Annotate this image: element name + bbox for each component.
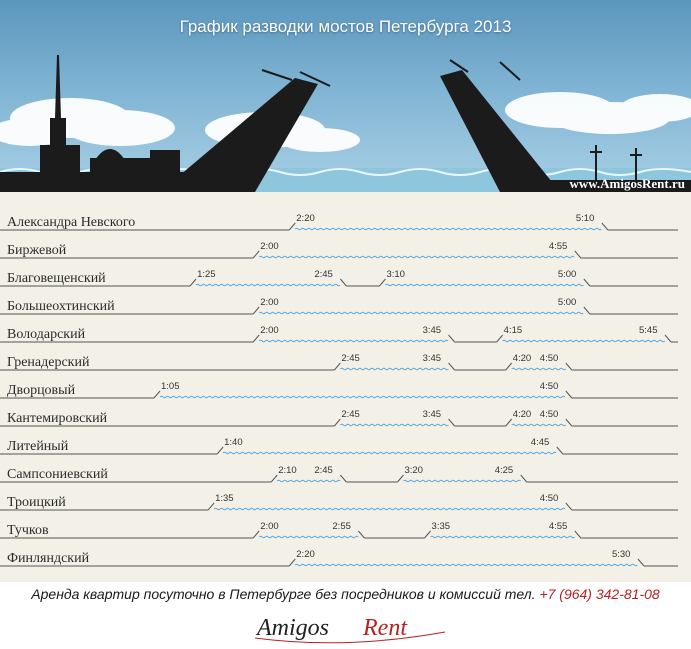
time-label: 4:15: [503, 325, 523, 336]
bridge-open-water: [385, 284, 583, 286]
time-label: 2:45: [314, 465, 333, 476]
time-label: 4:20: [512, 409, 532, 420]
bridge-open-water: [223, 452, 556, 454]
time-label: 5:45: [639, 325, 658, 336]
bridge-open-water: [214, 508, 565, 510]
time-label: 3:20: [404, 465, 423, 476]
time-label: 2:00: [260, 297, 279, 308]
closing-tick: [665, 335, 671, 342]
closing-tick: [449, 335, 455, 342]
bridge-schedule-table: [0, 192, 691, 582]
opening-tick: [397, 475, 403, 482]
closing-tick: [575, 251, 581, 258]
bridge-name: Володарский: [7, 327, 86, 342]
bridge-name: Биржевой: [7, 243, 67, 258]
bridge-name: Александра Невского: [7, 215, 136, 230]
time-label: 3:45: [422, 409, 442, 420]
bridge-open-water: [340, 424, 448, 426]
bridge-open-water: [160, 396, 565, 398]
time-label: 4:50: [539, 381, 559, 392]
bridge-open-water: [259, 536, 358, 538]
time-label: 5:10: [575, 213, 595, 224]
opening-tick: [497, 335, 503, 342]
opening-tick: [253, 531, 259, 538]
bridge-row: [0, 549, 678, 566]
bridge-open-water: [277, 480, 340, 482]
time-label: 1:25: [197, 269, 216, 280]
time-label: 3:45: [422, 353, 442, 364]
closing-tick: [449, 363, 455, 370]
bridge-open-water: [431, 536, 575, 538]
time-label: 1:35: [215, 493, 234, 504]
opening-tick: [253, 335, 259, 342]
time-label: 2:00: [260, 521, 279, 532]
time-label: 4:50: [539, 353, 559, 364]
closing-tick: [449, 419, 455, 426]
bridge-name: Тучков: [7, 523, 49, 538]
bridge-name: Литейный: [7, 439, 69, 454]
time-label: 5:00: [557, 297, 577, 308]
closing-tick: [584, 307, 590, 314]
opening-tick: [289, 559, 295, 566]
closing-tick: [575, 531, 581, 538]
bridge-name: Большеохтинский: [7, 299, 115, 314]
closing-tick: [638, 559, 644, 566]
bridge-open-water: [196, 284, 340, 286]
closing-tick: [566, 503, 572, 510]
time-label: 5:00: [557, 269, 577, 280]
time-label: 4:25: [494, 465, 514, 476]
closing-tick: [566, 391, 572, 398]
bridge-row: [0, 493, 678, 510]
time-label: 2:10: [278, 465, 297, 476]
time-label: 4:55: [548, 241, 568, 252]
closing-tick: [566, 419, 572, 426]
bridge-row: [0, 325, 678, 342]
opening-tick: [217, 447, 223, 454]
opening-tick: [506, 419, 512, 426]
time-label: 4:50: [539, 409, 559, 420]
time-label: 2:00: [260, 241, 279, 252]
closing-tick: [602, 223, 608, 230]
time-label: 4:20: [512, 353, 532, 364]
opening-tick: [253, 251, 259, 258]
bridge-row: [0, 381, 678, 398]
time-label: 1:05: [161, 381, 180, 392]
bridge-row: [0, 297, 678, 314]
logo-text-rent: Rent: [363, 615, 407, 641]
opening-tick: [190, 279, 196, 286]
bridge-name: Троицкий: [7, 495, 66, 510]
bridge-name: Финляндский: [7, 551, 90, 566]
closing-tick: [584, 279, 590, 286]
closing-tick: [340, 279, 346, 286]
time-label: 2:45: [341, 409, 360, 420]
time-label: 2:45: [314, 269, 333, 280]
opening-tick: [506, 363, 512, 370]
phone-number[interactable]: +7 (964) 342-81-08: [539, 586, 660, 602]
bridge-open-water: [340, 368, 448, 370]
bridge-open-water: [259, 312, 583, 314]
opening-tick: [289, 223, 295, 230]
opening-tick: [154, 391, 160, 398]
bridge-row: [0, 241, 678, 258]
closing-tick: [358, 531, 364, 538]
bridge-open-water: [512, 368, 566, 370]
time-label: 3:10: [386, 269, 405, 280]
time-label: 2:55: [332, 521, 351, 532]
time-label: 1:40: [224, 437, 243, 448]
closing-tick: [521, 475, 527, 482]
opening-tick: [379, 279, 385, 286]
bridge-open-water: [512, 424, 566, 426]
amigosrent-logo[interactable]: [255, 608, 455, 646]
advertisement-line: [0, 586, 691, 602]
bridge-row: [0, 353, 678, 370]
bridge-row: [0, 213, 678, 230]
opening-tick: [253, 307, 259, 314]
bridge-row: [0, 269, 678, 286]
time-label: 2:20: [296, 213, 315, 224]
bridge-name: Дворцовый: [7, 383, 76, 398]
bridge-row: [0, 465, 678, 482]
bridge-name: Благовещенский: [7, 271, 106, 286]
time-label: 4:55: [548, 521, 568, 532]
bridge-row: [0, 521, 678, 538]
time-label: 2:00: [260, 325, 279, 336]
bridge-name: Сампсониевский: [7, 467, 108, 482]
time-label: 2:20: [296, 549, 315, 560]
time-label: 4:45: [530, 437, 550, 448]
bridge-name: Кантемировский: [7, 411, 108, 426]
bridge-open-water: [259, 256, 574, 258]
opening-tick: [271, 475, 277, 482]
closing-tick: [557, 447, 563, 454]
clouds: [0, 92, 691, 152]
schedule-chart: [0, 192, 691, 582]
bridge-open-water: [259, 340, 448, 342]
bridge-open-water: [295, 228, 601, 230]
opening-tick: [208, 503, 214, 510]
opening-tick: [425, 531, 431, 538]
page-title: График разводки мостов Петербурга 2013: [179, 17, 512, 36]
bridge-open-water: [295, 564, 637, 566]
bridge-row: [0, 437, 678, 454]
bridge-open-water: [403, 480, 520, 482]
logo-text-amigos: Amigos: [257, 615, 329, 641]
time-label: 4:50: [539, 493, 559, 504]
opening-tick: [334, 363, 340, 370]
bridge-open-water: [503, 340, 665, 342]
closing-tick: [566, 363, 572, 370]
time-label: 3:35: [431, 521, 451, 532]
time-label: 5:30: [611, 549, 631, 560]
time-label: 3:45: [422, 325, 442, 336]
opening-tick: [334, 419, 340, 426]
bridge-row: [0, 409, 678, 426]
bridge-name: Гренадерский: [7, 355, 90, 370]
header-banner: [0, 0, 691, 192]
time-label: 2:45: [341, 353, 360, 364]
ad-text: Аренда квартир посуточно в Петербурге без посредников и комиссий тел.: [31, 586, 536, 602]
site-url-link[interactable]: www.AmigosRent.ru: [569, 176, 685, 191]
closing-tick: [340, 475, 346, 482]
